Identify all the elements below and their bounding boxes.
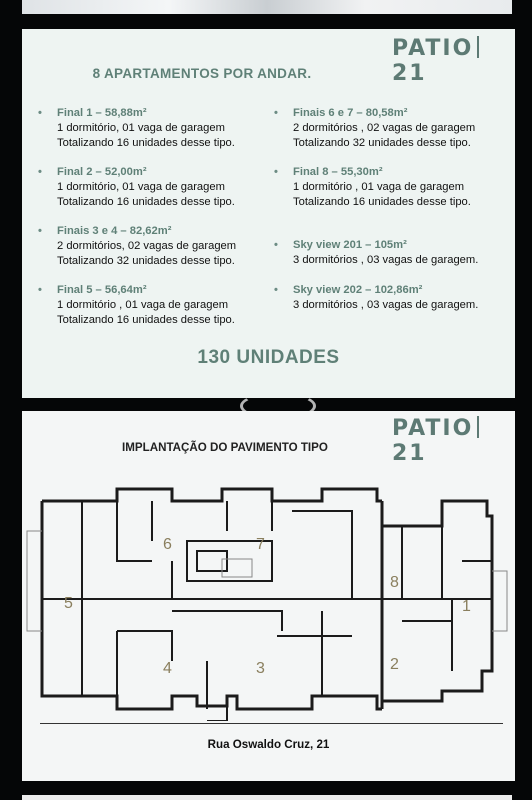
unit-item-finais-6-7 [274, 106, 476, 151]
plan-wall-top [42, 489, 382, 501]
unit-line-2: Totalizando 16 unidades desse tipo. [57, 137, 235, 149]
slide-apartments-summary [22, 29, 515, 398]
apt-label-3: 3 [256, 660, 265, 677]
logo-text-left: PATIO [392, 416, 474, 441]
logo-divider [477, 416, 479, 438]
apt-label-5: 5 [64, 595, 73, 612]
unit-line-2: Totalizando 32 unidades desse tipo. [293, 137, 471, 149]
total-units: 130 UNIDADES [197, 347, 340, 368]
previous-slide-edge [22, 0, 512, 14]
unit-line-1: 1 dormitório, 01 vaga de garagem [57, 122, 225, 134]
plan-balcony-right [492, 571, 507, 631]
apt-label-7: 7 [256, 536, 265, 553]
unit-title: Final 5 – 56,64m² [57, 284, 147, 296]
unit-title: Final 2 – 52,00m² [57, 166, 147, 178]
floor-plan-drawing [22, 471, 515, 721]
slide-heading: 8 APARTAMENTOS POR ANDAR. [92, 66, 312, 81]
unit-item-sky-view-201 [274, 238, 479, 268]
bullet-icon: • [38, 225, 42, 237]
unit-item-final-1 [38, 106, 235, 151]
unit-title: Finais 3 e 4 – 82,62m² [57, 225, 172, 237]
street-address: Rua Oswaldo Cruz, 21 [207, 738, 330, 751]
apt-label-1: 1 [462, 598, 471, 615]
apt-label-6: 6 [163, 536, 172, 553]
bullet-icon: • [38, 284, 42, 296]
apt-label-2: 2 [390, 656, 399, 673]
unit-item-sky-view-202 [274, 283, 479, 313]
bullet-icon: • [274, 239, 278, 251]
logo-divider [477, 36, 479, 58]
unit-item-final-5 [38, 283, 235, 328]
logo-text-right: 21 [392, 61, 427, 86]
unit-line-1: 1 dormitório , 01 vaga de garagem [57, 299, 229, 311]
unit-title: Final 1 – 58,88m² [57, 107, 147, 119]
bullet-icon: • [38, 107, 42, 119]
logo-text-left: PATIO [392, 36, 474, 61]
patio21-logo [392, 36, 515, 86]
plan-wall-bottom [42, 501, 382, 709]
apt-label-4: 4 [163, 660, 172, 677]
logo-text-right: 21 [392, 441, 427, 466]
unit-line-1: 2 dormitórios , 02 vagas de garagem [293, 122, 476, 134]
unit-line-2: Totalizando 16 unidades desse tipo. [57, 196, 235, 208]
unit-line-1: 3 dormitórios , 03 vagas de garagem. [293, 299, 479, 311]
slide-floor-plan [22, 411, 515, 781]
unit-item-final-8 [274, 165, 471, 210]
unit-item-final-2 [38, 165, 235, 210]
unit-item-finais-3-4 [38, 224, 237, 269]
plan-balcony-left [27, 531, 42, 631]
unit-line-1: 1 dormitório , 01 vaga de garagem [293, 181, 465, 193]
unit-line-2: Totalizando 16 unidades desse tipo. [57, 314, 235, 326]
street-rule [40, 723, 503, 724]
unit-line-1: 1 dormitório, 01 vaga de garagem [57, 181, 225, 193]
unit-line-2: Totalizando 32 unidades desse tipo. [57, 255, 235, 267]
next-slide-edge [22, 795, 512, 800]
unit-title: Final 8 – 55,30m² [293, 166, 383, 178]
patio21-logo [392, 416, 515, 466]
unit-title: Finais 6 e 7 – 80,58m² [293, 107, 408, 119]
unit-title: Sky view 202 – 102,86m² [293, 284, 423, 296]
unit-line-1: 3 dormitórios , 03 vagas de garagem. [293, 254, 479, 266]
unit-title: Sky view 201 – 105m² [293, 239, 407, 251]
bullet-icon: • [38, 166, 42, 178]
bullet-icon: • [274, 284, 278, 296]
unit-line-1: 2 dormitórios, 02 vagas de garagem [57, 240, 237, 252]
unit-line-2: Totalizando 16 unidades desse tipo. [293, 196, 471, 208]
plan-title: IMPLANTAÇÃO DO PAVIMENTO TIPO [122, 441, 328, 454]
bullet-icon: • [274, 166, 278, 178]
bullet-icon: • [274, 107, 278, 119]
apt-label-8: 8 [390, 574, 399, 591]
